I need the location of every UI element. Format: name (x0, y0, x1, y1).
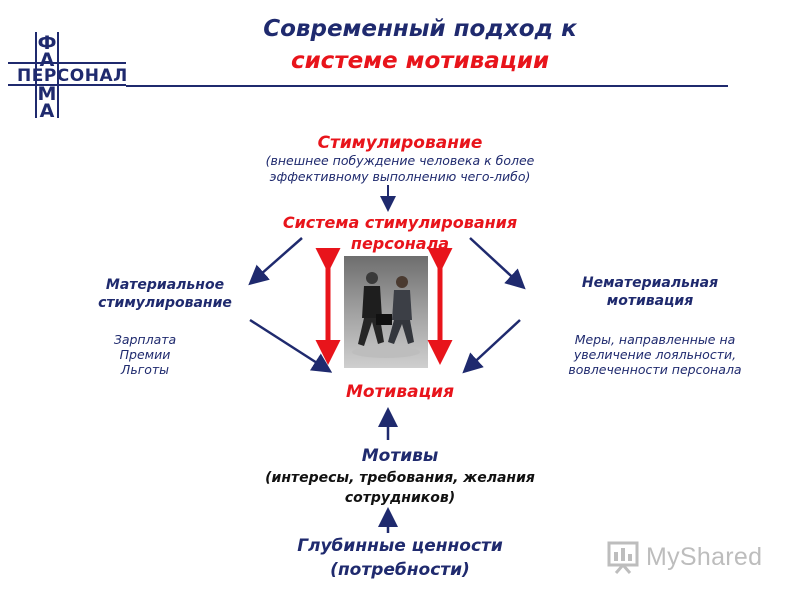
material-title-line1: Материальное (105, 277, 225, 293)
system-title-line1: Система стимулирования (282, 213, 518, 232)
material-title-line2: стимулирование (98, 295, 232, 311)
nonmaterial-title-line2: мотивация (606, 293, 694, 309)
motives-title: Мотивы (361, 446, 439, 466)
title-line2: системе мотивации (290, 48, 550, 74)
watermark-text: MyShared (646, 543, 763, 571)
deep-values (240, 534, 560, 582)
material-item-bonuses: Премии (119, 347, 171, 362)
deep-values-line1: Глубинные ценности (297, 536, 503, 556)
nonmaterial-desc-line1: Меры, направленные на (574, 332, 736, 347)
arrow-nonmaterial-to-motivation (466, 320, 520, 370)
logo-letter-a1: А (39, 49, 55, 71)
motives-subtitle-line1: (интересы, требования, желания (265, 470, 535, 486)
motives-subtitle-line2: сотрудников) (344, 490, 456, 506)
arrow-system-to-material (252, 238, 302, 282)
stimulation-subtitle-line2: эффективному выполнению чего-либо) (269, 169, 531, 184)
motivation-label: Мотивация (345, 382, 455, 402)
deep-values-line2: (потребности) (330, 560, 470, 580)
logo-letter-a2: А (39, 100, 55, 122)
title-line1: Современный подход к (263, 16, 577, 42)
stimulation-subtitle-line1: (внешнее побуждение человека к более (265, 153, 535, 168)
myshared-watermark (606, 537, 776, 577)
nonmaterial-desc-line3: вовлеченности персонала (568, 362, 742, 377)
nonmaterial-desc-line2: увеличение лояльности, (573, 347, 737, 362)
material-item-benefits: Льготы (120, 362, 170, 377)
stimulation-title: Стимулирование (317, 133, 483, 153)
nonmaterial-title-line1: Нематериальная (581, 275, 719, 291)
logo-word: ПЕРСОНАЛ (17, 66, 128, 86)
material-item-salary: Зарплата (113, 332, 177, 347)
arrow-material-to-motivation (250, 320, 328, 370)
system-title-line2: персонала (350, 234, 450, 253)
logo-letter-f: Ф (37, 32, 57, 54)
arrow-system-to-nonmaterial (470, 238, 522, 286)
logo-letter-m: М (37, 83, 57, 105)
motives-subtitle (235, 468, 565, 508)
presentation-board-icon (606, 539, 642, 575)
